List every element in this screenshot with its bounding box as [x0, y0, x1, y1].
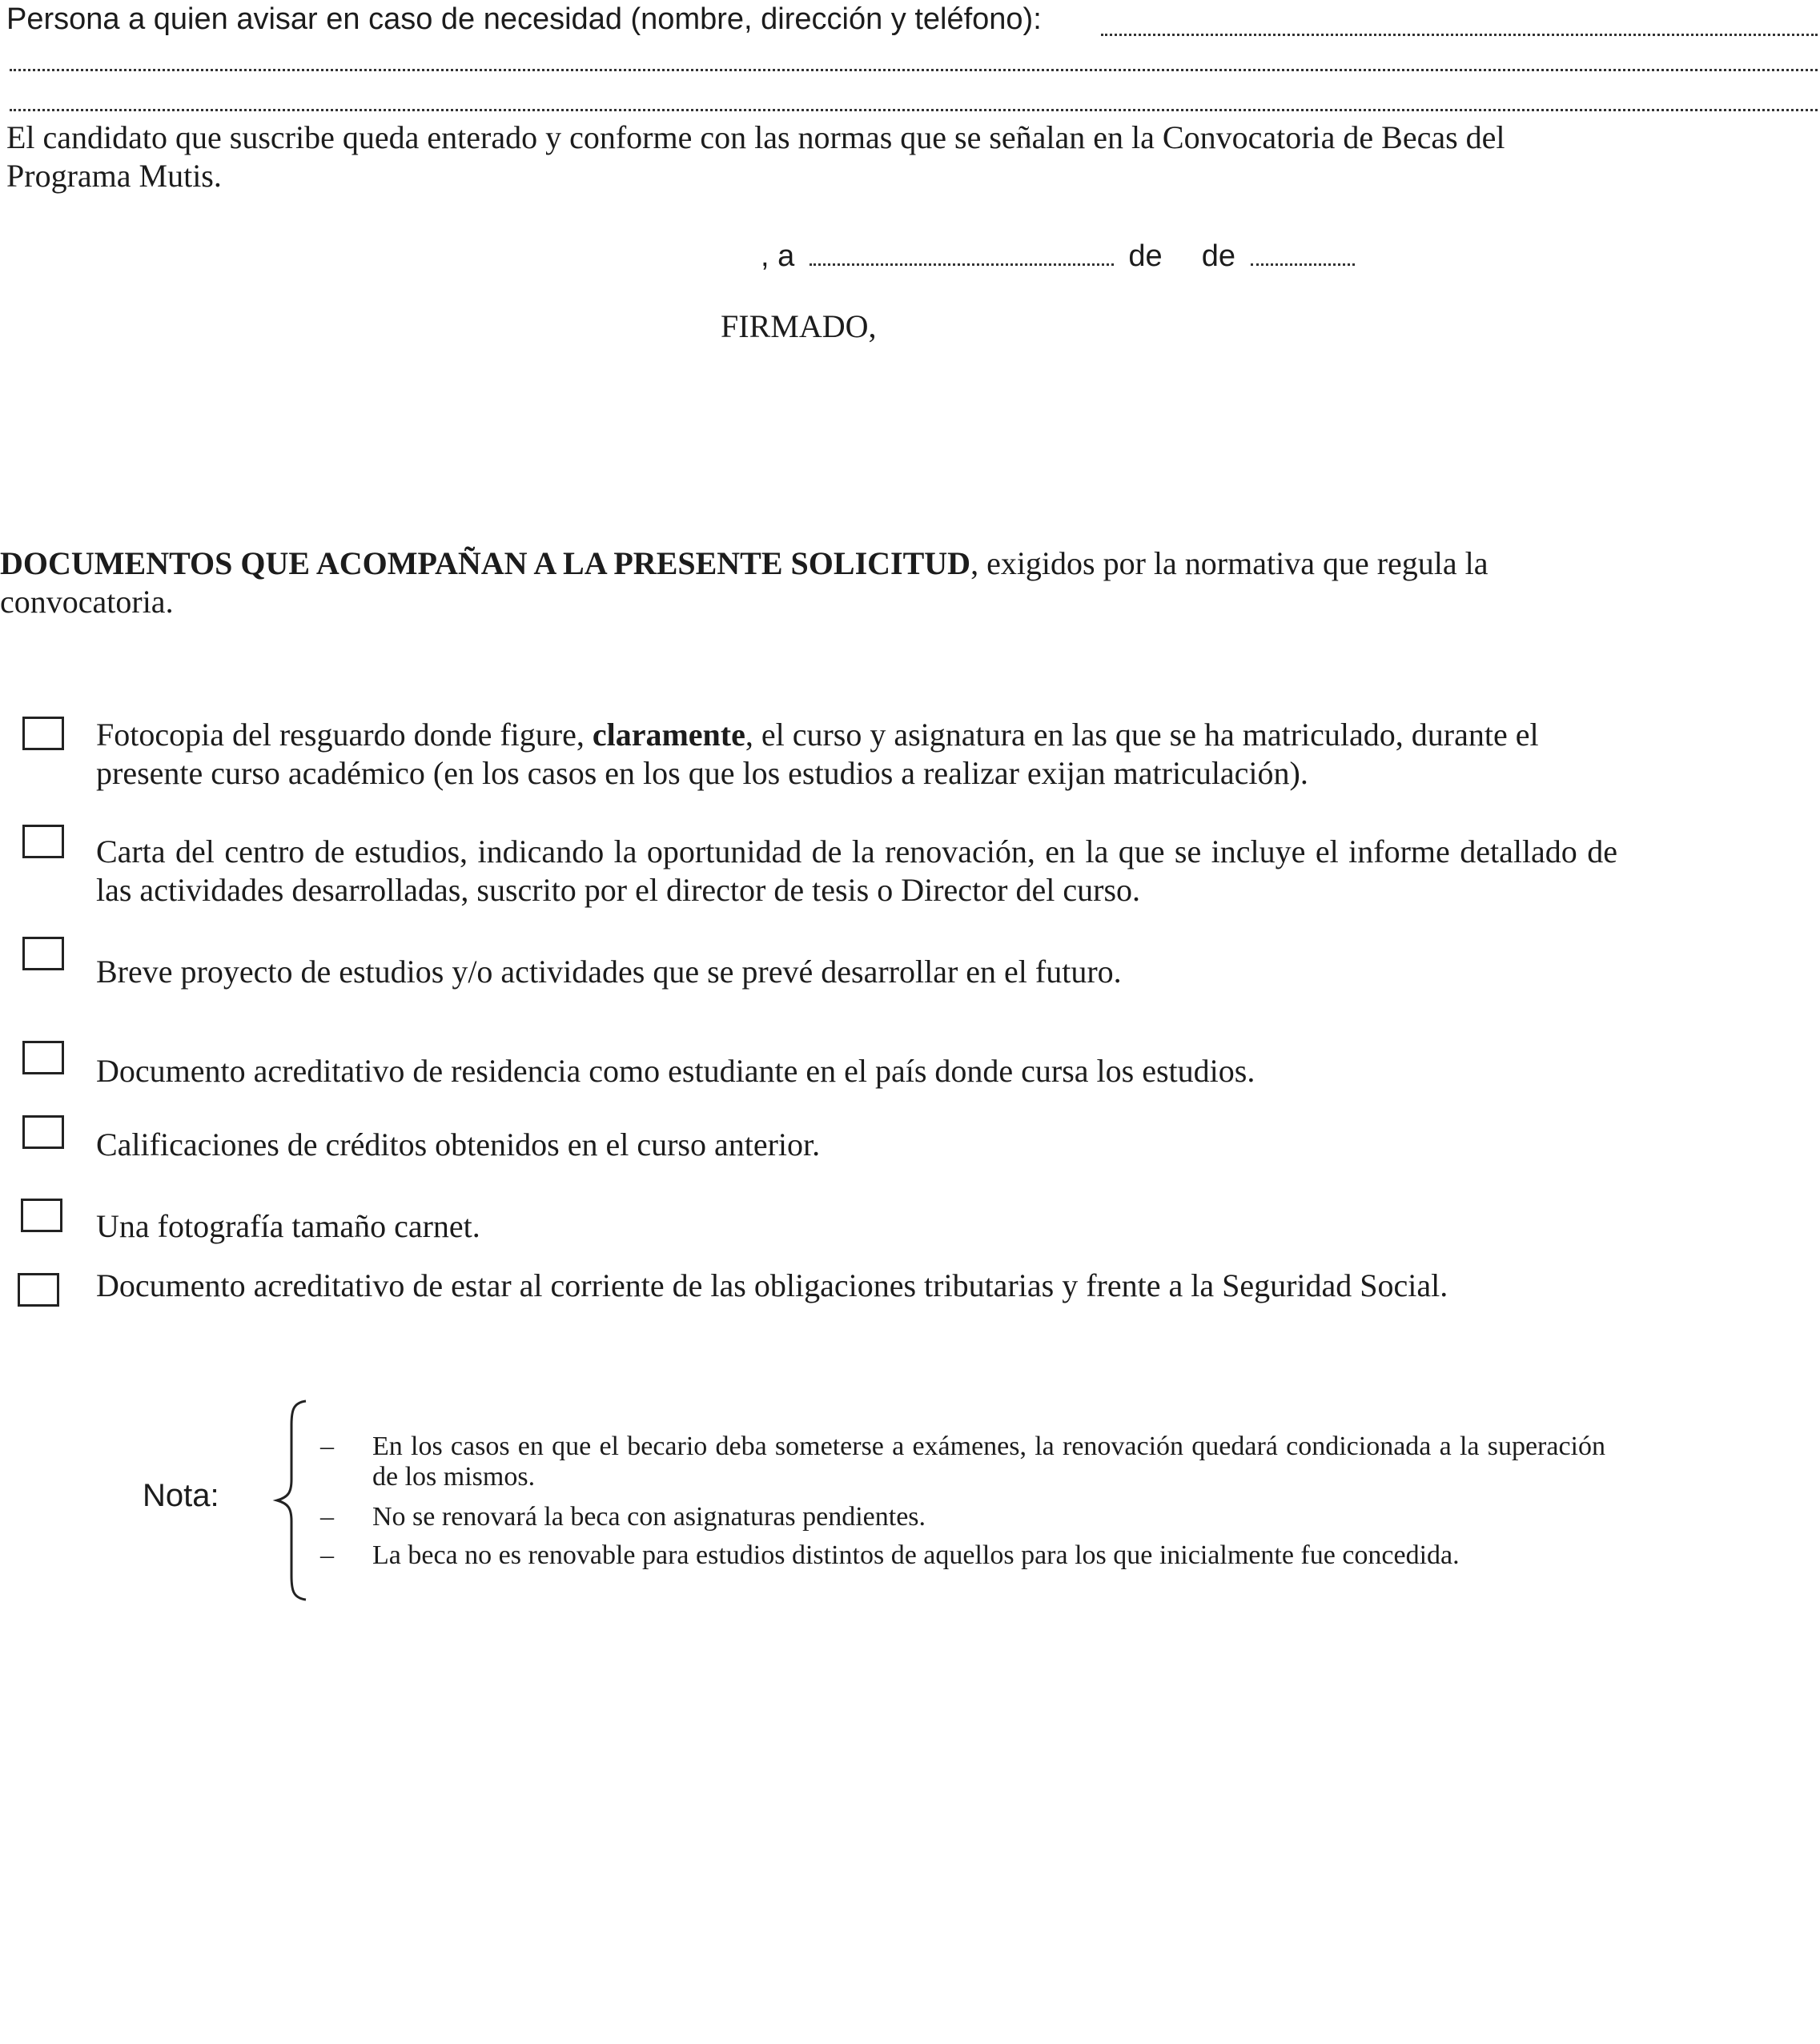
document-item-1-bold: claramente: [592, 717, 745, 753]
document-checkbox-5[interactable]: [22, 1115, 64, 1149]
document-checkbox-6[interactable]: [21, 1199, 62, 1232]
note-dash-1: –: [320, 1432, 334, 1461]
document-item-1: [96, 716, 1617, 793]
documents-heading: [0, 544, 1617, 621]
declaration-text: El candidato que suscribe queda enterado y conforme con las normas que se señalan en la Convocatoria de Becas del Programa Mutis.: [6, 119, 1505, 194]
documents-heading-bold: DOCUMENTOS QUE ACOMPAÑAN A LA PRESENTE SOLICITUD: [0, 545, 971, 581]
document-checkbox-2[interactable]: [22, 825, 64, 858]
place-separator: , a: [761, 239, 795, 273]
note-label: Nota:: [143, 1478, 219, 1513]
document-item-7: Documento acreditativo de estar al corriente de las obligaciones tributarias y frente a la Seguridad Social.: [96, 1267, 1448, 1303]
documents-heading-rest: , exigidos por la normativa que regula la convocatoria.: [0, 545, 1489, 620]
document-item-5: Calificaciones de créditos obtenidos en el curso anterior.: [96, 1126, 821, 1163]
document-checkbox-3[interactable]: [22, 937, 64, 970]
date-line: [761, 237, 1355, 275]
document-checkbox-4[interactable]: [22, 1041, 64, 1074]
note-item-3: La beca no es renovable para estudios distintos de aquellos para los que inicialmente fue concedida.: [372, 1540, 1460, 1570]
note-item-1: En los casos en que el becario deba someterse a exámenes, la renovación quedará condicionada a la superación de los mismos.: [372, 1432, 1605, 1492]
contact-field-line-2[interactable]: [10, 62, 1818, 71]
day-field[interactable]: [810, 243, 1114, 266]
document-item-4: Documento acreditativo de residencia como estudiante en el país donde cursa los estudios.: [96, 1053, 1256, 1089]
contact-field-line-3[interactable]: [10, 102, 1818, 111]
brace-icon: [272, 1399, 312, 1601]
document-item-2: Carta del centro de estudios, indicando la oportunidad de la renovación, en la que se incluye el informe detallado de las actividades desarrolladas, suscrito por el director de tesis o Director del curso.: [96, 833, 1617, 908]
document-checkbox-1[interactable]: [22, 717, 64, 750]
year-field[interactable]: [1251, 243, 1355, 266]
note-dash-3: –: [320, 1540, 334, 1570]
contact-field-line-1[interactable]: [1101, 27, 1818, 36]
de-label-1: de: [1128, 239, 1163, 273]
document-item-1-pre: Fotocopia del resguardo donde figure,: [96, 717, 593, 753]
document-item-3: Breve proyecto de estudios y/o actividades que se prevé desarrollar en el futuro.: [96, 954, 1122, 990]
note-dash-2: –: [320, 1502, 334, 1532]
document-item-1-post: , el curso y asignatura en las que se ha matriculado, durante el presente curso académico (en los casos en los que los estudios a realizar exijan matriculación).: [96, 717, 1539, 791]
document-checkbox-7[interactable]: [18, 1273, 59, 1307]
document-item-6: Una fotografía tamaño carnet.: [96, 1208, 480, 1244]
note-item-2: No se renovará la beca con asignaturas pendientes.: [372, 1502, 926, 1532]
contact-label: Persona a quien avisar en caso de necesidad (nombre, dirección y teléfono):: [6, 2, 1042, 36]
signed-label: FIRMADO,: [721, 308, 877, 344]
de-label-2: de: [1201, 239, 1236, 273]
